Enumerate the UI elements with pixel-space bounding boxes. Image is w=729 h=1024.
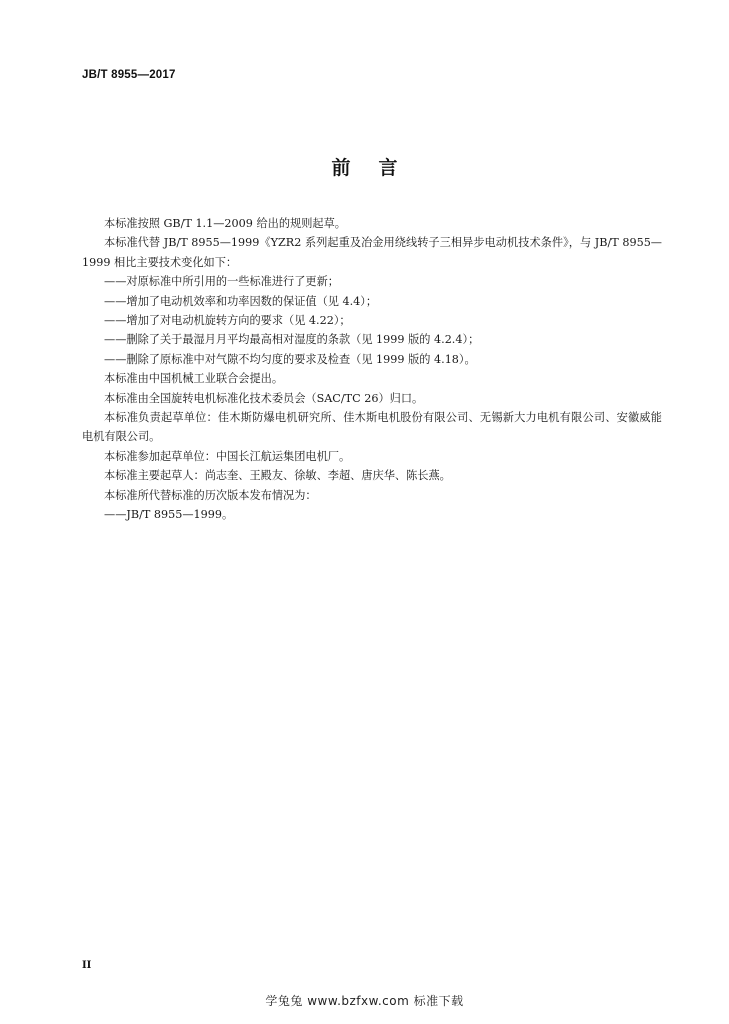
paragraph-drafting-rules: 本标准按照 GB/T 1.1—2009 给出的规则起草。 <box>104 217 346 230</box>
paragraph-participating-units: 本标准参加起草单位：中国长江航运集团电机厂。 <box>104 449 351 463</box>
standard-code: JB/T 8955—2017 <box>82 69 176 81</box>
paragraph-replacement: 本标准代替 JB/T 8955—1999《YZR2 系列起重及冶金用绕线转子三相异步电动机技术条件》，与 JB/T 8955—1999 相比主要技术变化如下： <box>82 236 662 269</box>
change-item: ——增加了电动机效率和功率因数的保证值（见 4.4）； <box>104 294 378 308</box>
change-item: ——对原标准中所引用的一些标准进行了更新； <box>104 275 339 289</box>
paragraph-proposed-by: 本标准由中国机械工业联合会提出。 <box>104 372 284 386</box>
change-item: ——删除了关于最湿月月平均最高相对湿度的条款（见 1999 版的 4.2.4）； <box>104 333 480 347</box>
previous-edition-item: ——JB/T 8955—1999。 <box>104 508 234 522</box>
paragraph-previous-editions: 本标准所代替标准的历次版本发布情况为： <box>104 488 317 502</box>
page-title: 前言 <box>331 157 426 179</box>
watermark-text: 学兔兔 www.bzfxw.com 标准下载 <box>265 994 464 1008</box>
foreword-body <box>82 214 662 525</box>
change-item: ——增加了对电动机旋转方向的要求（见 4.22）； <box>104 314 351 328</box>
change-item: ——删除了原标准中对气隙不均匀度的要求及检查（见 1999 版的 4.18）。 <box>104 352 476 366</box>
page-number: II <box>82 960 92 971</box>
paragraph-centralized-by: 本标准由全国旋转电机标准化技术委员会（SAC/TC 26）归口。 <box>104 391 424 405</box>
paragraph-drafting-units: 本标准负责起草单位：佳木斯防爆电机研究所、佳木斯电机股份有限公司、无锡新大力电机有限公司、安徽威能电机有限公司。 <box>82 411 662 444</box>
paragraph-drafters: 本标准主要起草人：尚志奎、王殿友、徐敏、李超、唐庆华、陈长燕。 <box>104 469 451 483</box>
